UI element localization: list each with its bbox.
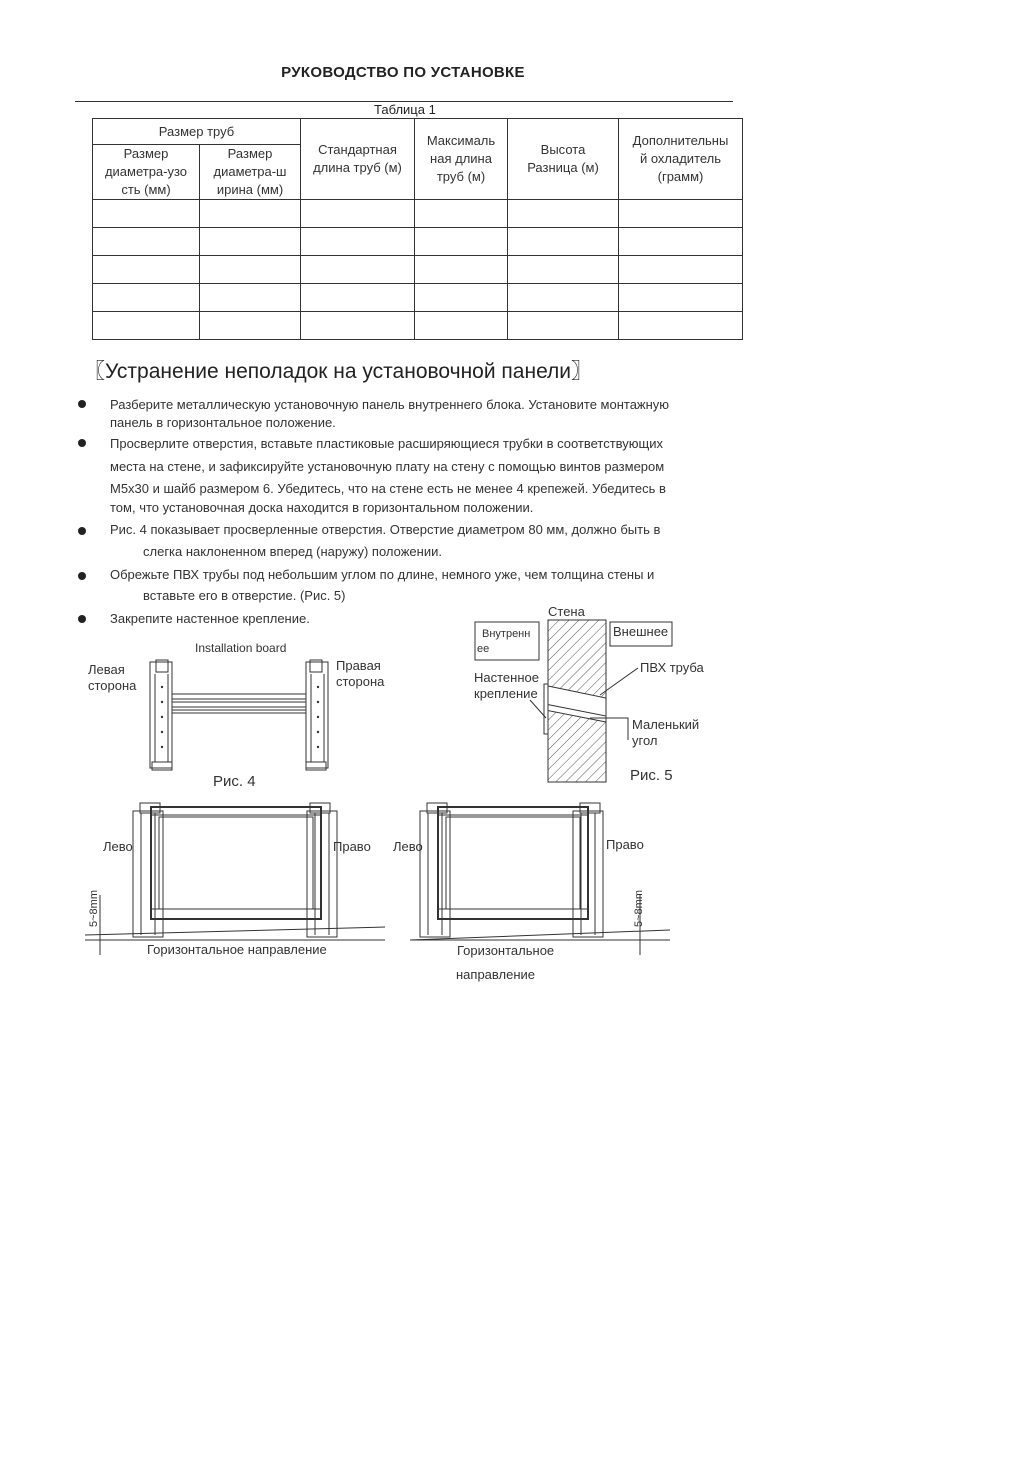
gap-label: 5~8mm [88,890,100,927]
table-row [93,312,743,340]
bullet-1-line: панель в горизонтальное положение. [110,415,336,430]
bullet-dot [78,615,86,623]
bullet-1-line: Разберите металлическую установочную панель внутреннего блока. Установите монтажную [110,397,670,412]
angle-label: угол [632,733,658,748]
left-label: Лево [103,839,133,854]
bullet-dot [78,527,86,535]
bullet-2-line: том, что установочная доска находится в горизонтальном положении. [110,500,534,515]
left-label: Лево [393,839,423,854]
bullet-dot [78,439,86,447]
angle-label: Маленький [632,717,700,732]
page-title: РУКОВОДСТВО ПО УСТАНОВКЕ [281,64,525,81]
wall-mount-shape [544,684,548,734]
board-label: Installation board [195,641,287,655]
table-row [93,200,743,228]
table-row [93,256,743,284]
header-height-difference: Высота Разница (м) [508,119,619,200]
bullet-4-line: Обрежьте ПВХ трубы под небольшим углом по длине, немного уже, чем толщина стены и [110,567,655,582]
right-bracket-shape [306,662,328,768]
bullet-dot [78,400,86,408]
bullet-3-line: слегка наклоненном вперед (наружу) положении. [143,544,442,559]
bullet-5-line: Закрепите настенное крепление. [110,611,310,626]
table-row [93,284,743,312]
bottom-left-diagram [85,795,395,965]
fig4-caption: Рис. 4 [213,773,256,790]
header-wide-diameter: Размер диаметра-ш ирина (мм) [200,145,301,200]
header-standard-length: Стандартная длина труб (м) [301,119,415,200]
right-side-label: Правая [336,658,381,673]
bullet-3-line: Рис. 4 показывает просверленные отверстия. Отверстие диаметром 80 мм, должно быть в [110,522,661,537]
header-extra-refrigerant: Дополнительны й охладитель (грамм) [619,119,743,200]
right-label: Право [333,839,371,854]
left-side-label: сторона [88,678,137,693]
bullet-2-line: Просверлите отверстия, вставьте пластиковые расширяющиеся трубки в соответствующих [110,436,664,451]
direction-label: Горизонтальное направление [147,942,327,957]
inner-label: Внутренн [482,628,531,640]
mount-label: Настенное [474,670,539,685]
outer-label: Внешнее [613,624,669,639]
inner-label: ее [477,643,490,655]
fig5-caption: Рис. 5 [630,767,673,784]
fig4-installation-board [80,632,410,792]
section-title: 〖Устранение неполадок на установочной панели〗 [84,360,593,383]
fig5-wall-diagram [470,600,720,790]
wall-label: Стена [548,604,585,619]
bullet-4-line: вставьте его в отверстие. (Рис. 5) [143,588,346,603]
bullet-2-line: места на стене, и зафиксируйте установочную плату на стену с помощью винтов размером [110,459,665,474]
left-side-label: Левая [88,662,125,677]
bullet-2-line: M5x30 и шайб размером 6. Убедитесь, что на стене есть не менее 4 крепежей. Убедитесь в [110,481,666,496]
pipe-table [92,118,743,340]
bullet-dot [78,572,86,580]
table-caption: Таблица 1 [374,102,436,117]
mount-label: крепление [474,686,538,701]
direction-label: Горизонтальное [457,943,555,958]
bottom-right-diagram [390,795,680,985]
direction-label: направление [456,967,536,982]
right-label: Право [606,837,644,852]
table-row [93,228,743,256]
header-max-length: Максималь ная длина труб (м) [415,119,508,200]
pvc-label: ПВХ труба [640,660,704,675]
right-side-label: сторона [336,674,385,689]
left-bracket-shape [150,662,172,768]
gap-label: 5~8mm [633,890,645,927]
header-narrow-diameter: Размер диаметра-узо сть (мм) [93,145,200,200]
header-pipe-size: Размер труб [93,119,301,145]
